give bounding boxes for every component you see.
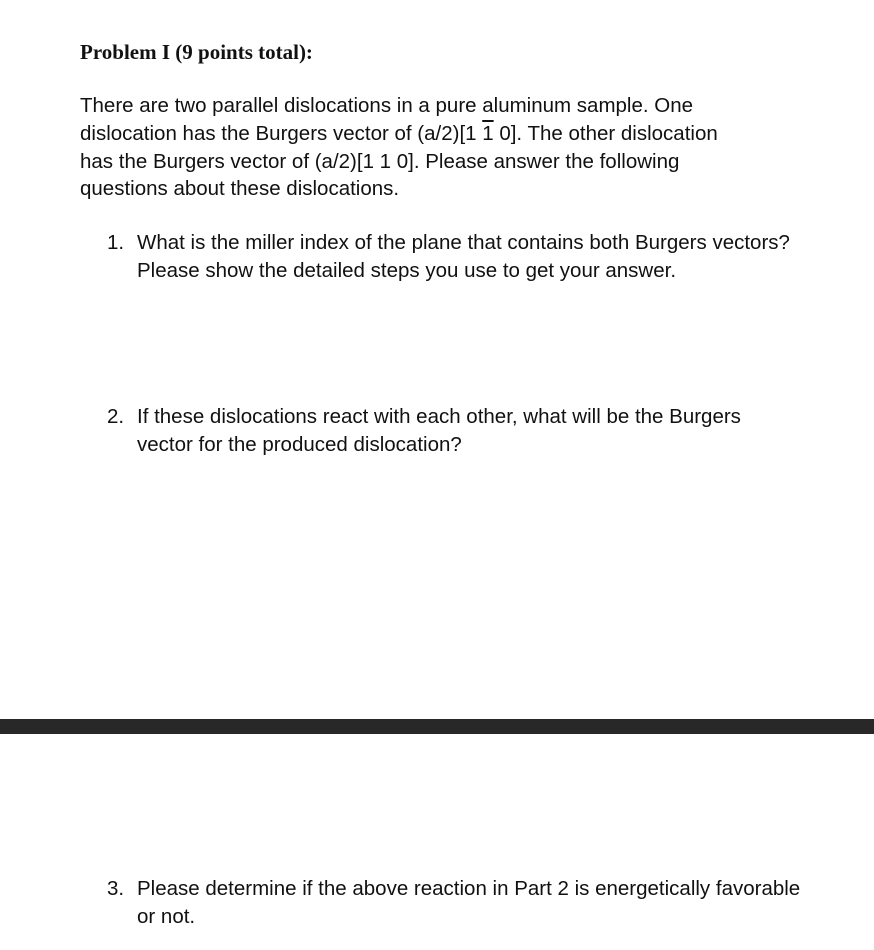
problem-intro (80, 92, 860, 203)
intro-line: has the Burgers vector of (a/2)[1 1 0]. Please answer the following (80, 149, 680, 173)
question-3 (107, 875, 847, 931)
question-number: 3. (107, 877, 125, 900)
intro-line: There are two parallel dislocations in a pure aluminum sample. One (80, 94, 694, 117)
intro-line: questions about these dislocations. (80, 177, 400, 201)
intro-text: dislocation has the Burgers vector of (a/2)[1 (80, 121, 483, 145)
problem-title: Problem I (9 points total): (80, 40, 313, 64)
intro-text: 0]. The other dislocation (493, 121, 718, 145)
question-text: What is the miller index of the plane that contains both Burgers vectors? Please show the detailed steps you use to get your answer. (137, 231, 790, 282)
page-divider-bar (0, 719, 874, 734)
question-text: Please determine if the above reaction in Part 2 is energetically favorable or not. (137, 877, 801, 928)
overbar-index: 1 (482, 121, 494, 145)
question-text: If these dislocations react with each other, what will be the Burgers vector for the produced dislocation? (137, 405, 741, 456)
question-number: 2. (107, 405, 125, 428)
intro-line (80, 120, 860, 148)
question-number: 1. (107, 231, 125, 254)
question-2 (107, 403, 847, 459)
question-1 (107, 229, 847, 285)
